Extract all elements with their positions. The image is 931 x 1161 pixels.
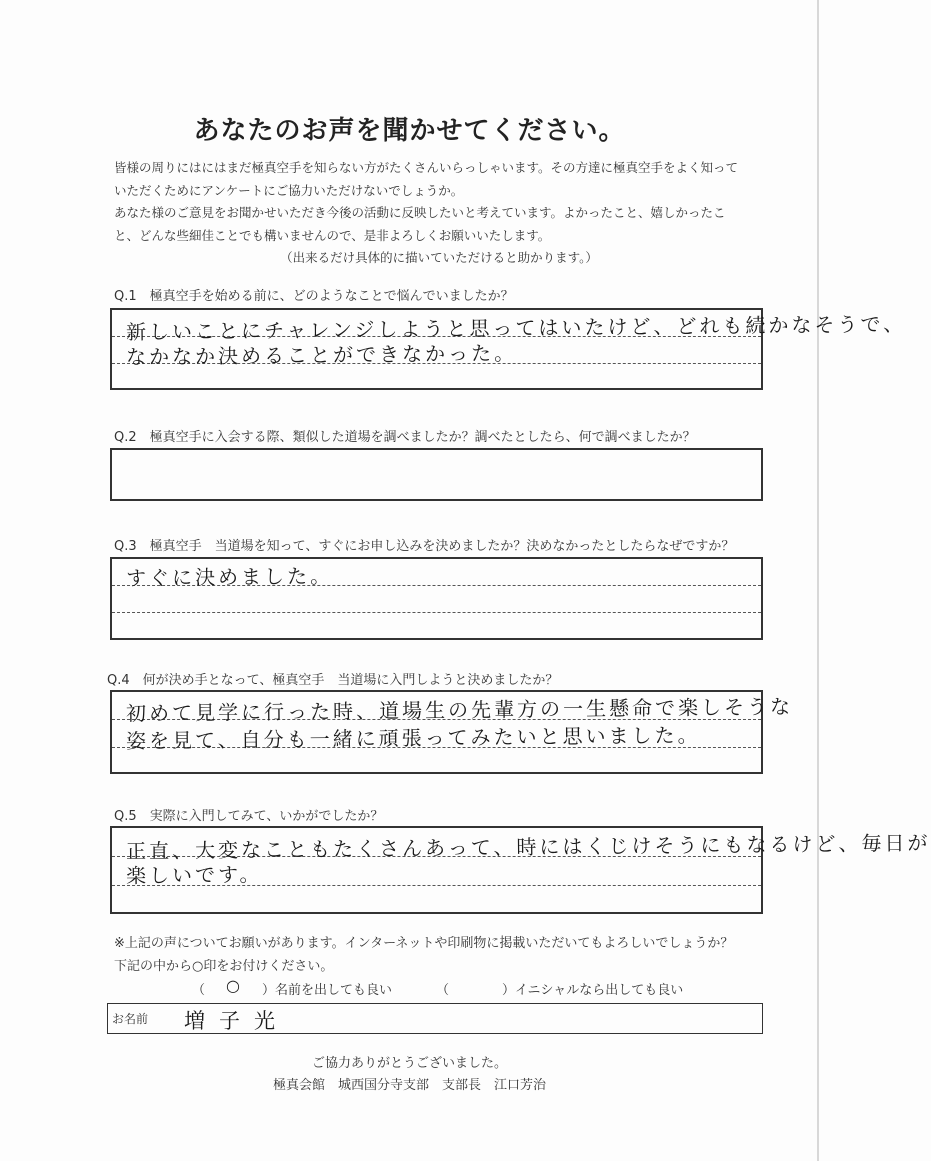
answer-5-line-1: 正直、大変なこともたくさんあって、時にはくじけそうにもなるけど、毎日が <box>125 830 931 864</box>
answer-box-3[interactable] <box>110 557 763 640</box>
answer-box-2[interactable] <box>110 448 763 501</box>
intro-line: と、どんな些細佳ことでも構いませんので、是非よろしくお願いいたします。 <box>114 227 551 243</box>
name-field[interactable] <box>107 1003 763 1034</box>
option-name-label[interactable]: ）名前を出しても良い <box>262 983 393 998</box>
intro-text <box>114 157 764 270</box>
answer-box-1[interactable] <box>110 308 907 390</box>
question-4-label: Q.4 何が決め手となって、極真空手 当道場に入門しようと決めましたか？ <box>107 673 559 688</box>
intro-line: 皆様の周りにはにはまだ極真空手を知らない方がたくさんいらっしゃいます。その方達に極真空手をよく知って <box>114 160 739 175</box>
answer-4-line-2: 姿を見て、自分も一緒に頑張ってみたいと思いました。 <box>125 722 701 754</box>
name-value: 増子光 <box>184 1009 289 1033</box>
question-2-label: Q.2 極真空手に入会する際、類似した道場を調べましたか？調べたとしたら、何で調べましたか？ <box>114 430 696 445</box>
name-label: お名前 <box>112 1012 149 1026</box>
footer-organization: 極真会館 城西国分寺支部 支部長 江口芳治 <box>272 1078 546 1093</box>
answer-5-line-2: 楽しいです。 <box>125 862 263 888</box>
intro-line: あなた様のご意見をお聞かせいただき今後の活動に反映したいと考えています。よかったこと、嬉しかったこ <box>114 205 726 220</box>
answer-1-line-2: なかなか決めることができなかった。 <box>125 340 518 370</box>
option-name-paren: （ <box>192 983 206 998</box>
question-5-label: Q.5 実際に入門してみて、いかがでしたか？ <box>114 809 384 824</box>
consent-instruction: 下記の中から○印をお付けください。 <box>114 959 334 974</box>
answer-4-line-1: 初めて見学に行った時、道場生の先輩方の一生懸命で楽しそうな <box>125 694 794 726</box>
consent-note: ※上記の声についてお願いがあります。インターネットや印刷物に掲載いただいてもよろしいでしょうか？ <box>114 936 734 951</box>
page-title: あなたのお声を聞かせてください。 <box>193 116 626 146</box>
answer-1-line-1: 新しいことにチャレンジしようと思ってはいたけど、どれも続かなそうで、 <box>125 311 907 345</box>
option-initial-label[interactable]: ）イニシャルなら出しても良い <box>502 983 684 998</box>
intro-line: いただくためにアンケートにご協力いただけないでしょうか。 <box>114 182 464 198</box>
answer-3-line-1: すぐに決めました。 <box>125 563 334 591</box>
scan-edge <box>817 0 819 1161</box>
option-name-circle-mark[interactable]: ○ <box>226 976 240 995</box>
question-1-label: Q.1 極真空手を始める前に、どのようなことで悩んでいましたか？ <box>114 289 514 304</box>
option-initial-paren: （ <box>436 983 450 998</box>
question-3-label: Q.3 極真空手 当道場を知って、すぐにお申し込みを決めましたか？決めなかったとしたらなぜですか？ <box>114 539 735 554</box>
answer-box-4[interactable] <box>110 690 794 774</box>
footer-thanks: ご協力ありがとうございました。 <box>311 1056 507 1071</box>
answer-box-5[interactable] <box>110 826 931 914</box>
intro-line: （出来るだけ具体的に描いていただけると助かります。） <box>280 250 598 265</box>
